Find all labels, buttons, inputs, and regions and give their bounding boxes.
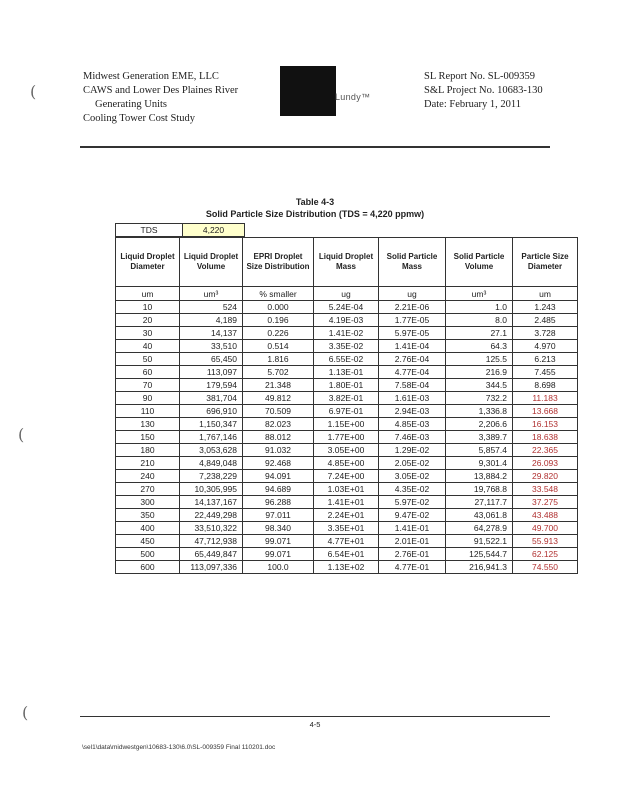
table-cell: 3.35E-02	[314, 340, 379, 353]
table-cell: 9.47E-02	[379, 509, 446, 522]
table-cell: 4.19E-03	[314, 314, 379, 327]
table-row	[116, 353, 578, 366]
table-cell: 6.55E-02	[314, 353, 379, 366]
table-cell: 1.15E+00	[314, 418, 379, 431]
company-logo-text: Lundy™	[335, 92, 371, 102]
table-row	[116, 418, 578, 431]
table-cell: 27.1	[446, 327, 513, 340]
table-cell: 26.093	[513, 457, 578, 470]
table-cell: 97.011	[243, 509, 314, 522]
table-cell: 3.05E+00	[314, 444, 379, 457]
table-row	[116, 548, 578, 561]
table-cell: 4.85E+00	[314, 457, 379, 470]
table-cell: 43.488	[513, 509, 578, 522]
col-unit: % smaller	[243, 287, 314, 301]
table-cell: 90	[116, 392, 180, 405]
table-cell: 1,767,146	[180, 431, 243, 444]
table-cell: 47,712,938	[180, 535, 243, 548]
table-cell: 30	[116, 327, 180, 340]
table-row	[116, 457, 578, 470]
table-cell: 13.668	[513, 405, 578, 418]
table-cell: 2.05E-02	[379, 457, 446, 470]
table-body	[116, 301, 578, 574]
table-cell: 3,389.7	[446, 431, 513, 444]
header-divider	[80, 146, 550, 148]
header-left-block	[83, 70, 238, 126]
table-cell: 88.012	[243, 431, 314, 444]
col-header: Liquid Droplet Volume	[180, 238, 243, 287]
table-cell: 70.509	[243, 405, 314, 418]
col-header: EPRI Droplet Size Distribution	[243, 238, 314, 287]
table-cell: 216,941.3	[446, 561, 513, 574]
project-line: CAWS and Lower Des Plaines River	[83, 85, 239, 96]
table-row	[116, 444, 578, 457]
table-cell: 27,117.7	[446, 496, 513, 509]
table-cell: 4.35E-02	[379, 483, 446, 496]
table-cell: 98.340	[243, 522, 314, 535]
table-cell: 4.85E-03	[379, 418, 446, 431]
table-cell: 74.550	[513, 561, 578, 574]
table-row	[116, 470, 578, 483]
table-row	[116, 327, 578, 340]
table-cell: 1.41E+01	[314, 496, 379, 509]
table-cell: 450	[116, 535, 180, 548]
table-cell: 696,910	[180, 405, 243, 418]
margin-mark: (	[22, 703, 29, 722]
table-cell: 82.023	[243, 418, 314, 431]
margin-mark: (	[18, 425, 25, 444]
table-cell: 64.3	[446, 340, 513, 353]
col-unit: um	[513, 287, 578, 301]
table-cell: 62.125	[513, 548, 578, 561]
table-cell: 92.468	[243, 457, 314, 470]
table-cell: 37.275	[513, 496, 578, 509]
col-header: Solid Particle Mass	[379, 238, 446, 287]
table-cell: 33.548	[513, 483, 578, 496]
table-cell: 1.41E-02	[314, 327, 379, 340]
table-cell: 1.816	[243, 353, 314, 366]
table-cell: 70	[116, 379, 180, 392]
table-cell: 3.05E-02	[379, 470, 446, 483]
table-cell: 3.728	[513, 327, 578, 340]
table-cell: 2.76E-04	[379, 353, 446, 366]
table-cell: 29.820	[513, 470, 578, 483]
table-row	[116, 561, 578, 574]
table-unit-row	[116, 287, 578, 301]
col-unit: um³	[180, 287, 243, 301]
table-cell: 2.485	[513, 314, 578, 327]
col-unit: ug	[314, 287, 379, 301]
col-unit: ug	[379, 287, 446, 301]
col-header: Solid Particle Volume	[446, 238, 513, 287]
table-cell: 8.0	[446, 314, 513, 327]
table-header-row	[116, 238, 578, 287]
table-cell: 4.77E-01	[379, 561, 446, 574]
table-cell: 125.5	[446, 353, 513, 366]
table-cell: 91,522.1	[446, 535, 513, 548]
table-cell: 113,097	[180, 366, 243, 379]
table-cell: 6.54E+01	[314, 548, 379, 561]
table-cell: 64,278.9	[446, 522, 513, 535]
table-cell: 33,510,322	[180, 522, 243, 535]
table-cell: 1,336.8	[446, 405, 513, 418]
project-line-2: Generating Units	[95, 99, 168, 110]
table-cell: 2.76E-01	[379, 548, 446, 561]
table-cell: 216.9	[446, 366, 513, 379]
table-cell: 4.970	[513, 340, 578, 353]
table-cell: 4,849,048	[180, 457, 243, 470]
table-cell: 110	[116, 405, 180, 418]
table-cell: 1.80E-01	[314, 379, 379, 392]
table-cell: 3.35E+01	[314, 522, 379, 535]
table-cell: 344.5	[446, 379, 513, 392]
logo-redaction-block	[280, 66, 336, 116]
project-number: S&L Project No. 10683-130	[424, 85, 543, 96]
table-cell: 9,301.4	[446, 457, 513, 470]
table-cell: 16.153	[513, 418, 578, 431]
table-row	[116, 535, 578, 548]
table-cell: 4,189	[180, 314, 243, 327]
table-cell: 1.77E+00	[314, 431, 379, 444]
table-cell: 1.41E-04	[379, 340, 446, 353]
table-cell: 10,305,995	[180, 483, 243, 496]
table-cell: 10	[116, 301, 180, 314]
table-cell: 240	[116, 470, 180, 483]
report-number: SL Report No. SL-009359	[424, 71, 536, 82]
table-cell: 5.702	[243, 366, 314, 379]
table-cell: 125,544.7	[446, 548, 513, 561]
table-cell: 180	[116, 444, 180, 457]
table-title: Table 4-3	[295, 197, 335, 207]
table-cell: 14,137,167	[180, 496, 243, 509]
table-cell: 100.0	[243, 561, 314, 574]
table-cell: 2.24E+01	[314, 509, 379, 522]
table-row	[116, 366, 578, 379]
study-title: Cooling Tower Cost Study	[83, 113, 195, 124]
table-subtitle: Solid Particle Size Distribution (TDS = 4,220 ppmw)	[205, 209, 425, 219]
table-cell: 1.77E-05	[379, 314, 446, 327]
table-cell: 150	[116, 431, 180, 444]
table-cell: 3.82E-01	[314, 392, 379, 405]
col-unit: um³	[446, 287, 513, 301]
table-cell: 5.24E-04	[314, 301, 379, 314]
tds-value: 4,220	[183, 224, 245, 237]
table-cell: 5.97E-05	[379, 327, 446, 340]
table-cell: 179,594	[180, 379, 243, 392]
table-caption	[80, 196, 550, 220]
report-date: Date: February 1, 2011	[424, 99, 522, 110]
table-cell: 381,704	[180, 392, 243, 405]
table-cell: 19,768.8	[446, 483, 513, 496]
tds-label: TDS	[116, 224, 183, 237]
table-cell: 91.032	[243, 444, 314, 457]
table-cell: 13,884.2	[446, 470, 513, 483]
company-name: Midwest Generation EME, LLC	[83, 71, 219, 82]
table-cell: 1.03E+01	[314, 483, 379, 496]
table-row	[116, 483, 578, 496]
table-cell: 4.77E+01	[314, 535, 379, 548]
col-header: Particle Size Diameter	[513, 238, 578, 287]
table-row	[116, 496, 578, 509]
margin-mark: (	[30, 82, 37, 101]
table-cell: 21.348	[243, 379, 314, 392]
table-cell: 22,449,298	[180, 509, 243, 522]
table-cell: 1.243	[513, 301, 578, 314]
table-cell: 210	[116, 457, 180, 470]
table-cell: 1.13E-01	[314, 366, 379, 379]
table-cell: 7.455	[513, 366, 578, 379]
table-cell: 99.071	[243, 548, 314, 561]
table-row	[116, 509, 578, 522]
table-cell: 49.812	[243, 392, 314, 405]
footer-divider	[80, 716, 550, 717]
table-cell: 600	[116, 561, 180, 574]
table-cell: 4.77E-04	[379, 366, 446, 379]
table-cell: 55.913	[513, 535, 578, 548]
table-cell: 500	[116, 548, 180, 561]
table-cell: 1.13E+02	[314, 561, 379, 574]
table-cell: 6.97E-01	[314, 405, 379, 418]
table-cell: 8.698	[513, 379, 578, 392]
table-cell: 94.091	[243, 470, 314, 483]
table-cell: 6.213	[513, 353, 578, 366]
table-cell: 2.21E-06	[379, 301, 446, 314]
particle-size-table	[115, 237, 578, 574]
table-cell: 0.226	[243, 327, 314, 340]
table-cell: 400	[116, 522, 180, 535]
table-cell: 7.58E-04	[379, 379, 446, 392]
table-cell: 20	[116, 314, 180, 327]
table-row	[116, 379, 578, 392]
col-header: Liquid Droplet Mass	[314, 238, 379, 287]
table-cell: 40	[116, 340, 180, 353]
table-cell: 50	[116, 353, 180, 366]
table-row	[116, 301, 578, 314]
table-cell: 65,450	[180, 353, 243, 366]
table-cell: 43,061.8	[446, 509, 513, 522]
table-cell: 1.41E-01	[379, 522, 446, 535]
page-number: 4-5	[309, 720, 321, 729]
table-cell: 33,510	[180, 340, 243, 353]
table-cell: 11.183	[513, 392, 578, 405]
table-cell: 22.365	[513, 444, 578, 457]
table-cell: 60	[116, 366, 180, 379]
table-cell: 65,449,847	[180, 548, 243, 561]
table-cell: 96.288	[243, 496, 314, 509]
table-cell: 5.97E-02	[379, 496, 446, 509]
table-row	[116, 314, 578, 327]
table-cell: 99.071	[243, 535, 314, 548]
table-cell: 2,206.6	[446, 418, 513, 431]
table-row	[116, 392, 578, 405]
table-cell: 94.689	[243, 483, 314, 496]
table-cell: 14,137	[180, 327, 243, 340]
table-cell: 1.0	[446, 301, 513, 314]
table-cell: 1.29E-02	[379, 444, 446, 457]
table-cell: 0.000	[243, 301, 314, 314]
table-cell: 5,857.4	[446, 444, 513, 457]
table-cell: 18.638	[513, 431, 578, 444]
table-cell: 3,053,628	[180, 444, 243, 457]
table-row	[116, 522, 578, 535]
table-cell: 7.46E-03	[379, 431, 446, 444]
table-cell: 7,238,229	[180, 470, 243, 483]
table-cell: 732.2	[446, 392, 513, 405]
table-row	[116, 340, 578, 353]
header-right-block	[424, 70, 543, 112]
tds-box	[115, 223, 245, 237]
col-unit: um	[116, 287, 180, 301]
table-cell: 0.514	[243, 340, 314, 353]
table-cell: 0.196	[243, 314, 314, 327]
table-cell: 130	[116, 418, 180, 431]
col-header: Liquid Droplet Diameter	[116, 238, 180, 287]
table-cell: 1.61E-03	[379, 392, 446, 405]
table-row	[116, 405, 578, 418]
table-cell: 7.24E+00	[314, 470, 379, 483]
table-cell: 300	[116, 496, 180, 509]
file-path: \sel1\data\midwestgen\10683-130\6.0\SL-009359 Final 110201.doc	[82, 744, 276, 751]
table-cell: 350	[116, 509, 180, 522]
table-cell: 270	[116, 483, 180, 496]
table-row	[116, 431, 578, 444]
table-cell: 1,150,347	[180, 418, 243, 431]
table-cell: 2.01E-01	[379, 535, 446, 548]
table-cell: 49.700	[513, 522, 578, 535]
table-cell: 2.94E-03	[379, 405, 446, 418]
table-cell: 113,097,336	[180, 561, 243, 574]
table-cell: 524	[180, 301, 243, 314]
